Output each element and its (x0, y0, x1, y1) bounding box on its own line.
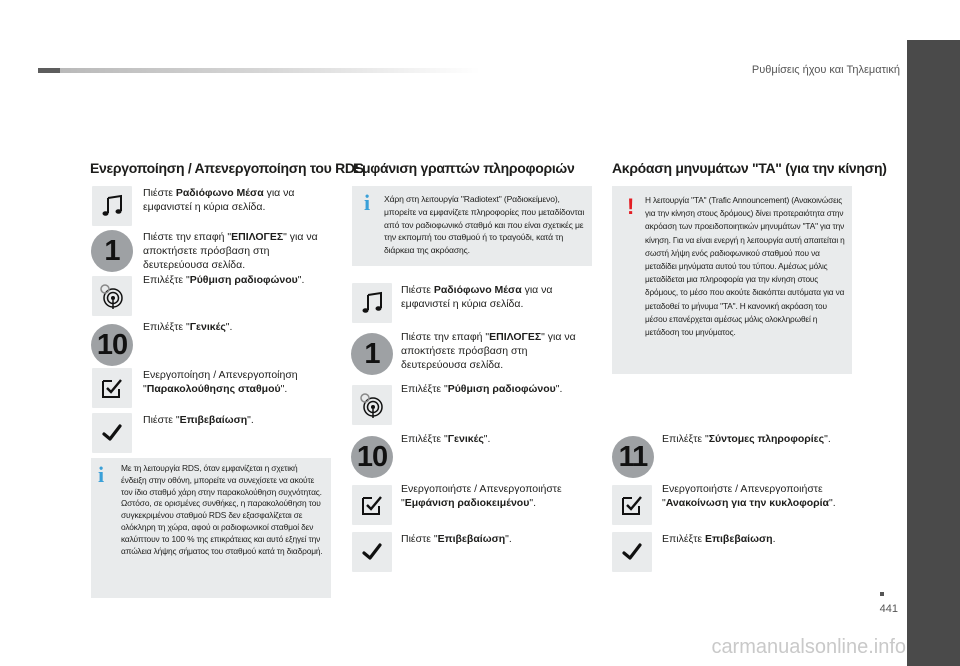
tile-toggle (612, 485, 652, 525)
rds-info-box (91, 458, 331, 598)
tile-toggle (352, 485, 392, 525)
text-section-title: Εμφάνιση γραπτών πληροφοριών (353, 160, 575, 176)
rds-step-3: Επιλέξτε "Ρύθμιση ραδιοφώνου". (143, 274, 305, 286)
rds-step-6: Πιέστε "Επιβεβαίωση". (143, 414, 254, 426)
ta-warning-text: Η λειτουργία "TA" (Trafic Announcement) (Ανακοινώσεις για την κίνηση στους δρόμους) δίνει προτεραιότητα στην ακρόαση των προειδοποιητικών μηνυμάτων "TA" για την κίνηση. Για να είναι ενεργή η λειτουργία αυτή απαιτείται η σωστή λήψη ενός ραδιοφωνικού σταθμού που να μεταδίδει μηνύματα αυτού του τύπου. Αμέσως μόλις μεταδίδεται μια πληροφορία για την κίνηση στους δρόμους, το μέσο που ακούτε διακόπτει αυτόματα για να μεταδοθεί το μήνυμα "TA". Η κανονική ακρόαση του μέσου επανέρχεται αμέσως μόλις ολοκληρωθεί η μετάδοση του μηνύματος. (645, 195, 845, 338)
tile-radio-settings (352, 385, 392, 425)
page-header-title: Ρυθμίσεις ήχου και Τηλεματική (751, 64, 900, 76)
tile-radio-media (352, 283, 392, 323)
header-gradient-bar (60, 68, 480, 73)
music-note-icon (359, 290, 385, 316)
rds-step-4: Επιλέξτε "Γενικές". (143, 321, 233, 333)
radio-settings-icon (357, 390, 387, 420)
text-circle-1: 1 (351, 333, 393, 375)
text-step-3: Επιλέξτε "Ρύθμιση ραδιοφώνου". (401, 383, 563, 395)
text-circle-10: 10 (351, 436, 393, 478)
header-accent-bar (38, 68, 60, 73)
ta-section-title: Ακρόαση μηνυμάτων "TA" (για την κίνηση) (612, 160, 887, 176)
side-tab-strip (907, 40, 960, 666)
page-marker (880, 592, 884, 596)
tile-confirm (352, 532, 392, 572)
tile-confirm (92, 413, 132, 453)
warning-icon: ! (627, 194, 635, 219)
check-icon (621, 541, 643, 563)
check-icon (361, 541, 383, 563)
tile-confirm (612, 532, 652, 572)
text-info-box (352, 186, 592, 266)
rds-info-text: Με τη λειτουργία RDS, όταν εμφανίζεται η σχετική ένδειξη στην οθόνη, μπορείτε να συνεχίσετε να ακούτε τον ίδιο σταθμό χάρη στην παρακολούθηση συχνότητας. Ωστόσο, σε ορισμένες συνθήκες, η παρακολούθηση του συγκεκριμένου σταθμού RDS δεν εξασφαλίζεται σε ολόκληρη τη χώρα, αφού οι ραδιοφωνικοί σταθμοί δεν καλύπτουν το 100 % της επικράτειας και αυτό εξηγεί την απώλεια λήψης σήματος του σταθμού κατά τη διαδρομή. (121, 463, 323, 556)
tile-radio-media (92, 186, 132, 226)
ta-step-1: Επιλέξτε "Σύντομες πληροφορίες". (662, 433, 831, 445)
check-icon (101, 422, 123, 444)
rds-step-1: Πιέστε Ραδιόφωνο Μέσα για να εμφανιστεί η κύρια σελίδα. (143, 187, 295, 213)
watermark: carmanualsonline.info (711, 636, 906, 658)
info-icon: i (364, 190, 371, 215)
tile-toggle (92, 368, 132, 408)
radio-settings-icon (97, 281, 127, 311)
tile-radio-settings (92, 276, 132, 316)
music-note-icon (99, 193, 125, 219)
rds-circle-10: 10 (91, 324, 133, 366)
rds-step-5: Ενεργοποίηση / Απενεργοποίηση "Παρακολούθησης σταθμού". (143, 369, 298, 395)
checkbox-icon (360, 493, 384, 517)
ta-warning-box (612, 186, 852, 374)
text-info-text: Χάρη στη λειτουργία "Radiotext" (Ραδιοκείμενο), μπορείτε να εμφανίζετε πληροφορίες που μεταδίδονται από τον ραδιοφωνικό σταθμό και που είναι σχετικές με την εκπομπή του σταθμού ή το τραγούδι, κατά τη διάρκεια της ακρόασης. (384, 194, 585, 256)
text-step-5: Ενεργοποιήστε / Απενεργοποιήστε "Εμφάνιση ραδιοκειμένου". (401, 483, 562, 509)
rds-section-title: Ενεργοποίηση / Απενεργοποίηση του RDS (90, 160, 364, 176)
ta-step-3: Επιλέξτε Επιβεβαίωση. (662, 533, 776, 545)
ta-step-2: Ενεργοποιήστε / Απενεργοποιήστε "Ανακοίνωση για την κυκλοφορία". (662, 483, 836, 509)
rds-step-2: Πιέστε την επαφή "ΕΠΙΛΟΓΕΣ" για να αποκτήσετε πρόσβαση στη δευτερεύουσα σελίδα. (143, 231, 318, 271)
checkbox-icon (620, 493, 644, 517)
text-step-4: Επιλέξτε "Γενικές". (401, 433, 491, 445)
page-number: 441 (879, 603, 898, 615)
checkbox-icon (100, 376, 124, 400)
text-step-6: Πιέστε "Επιβεβαίωση". (401, 533, 512, 545)
ta-circle-11: 11 (612, 436, 654, 478)
info-icon: i (98, 462, 105, 487)
text-step-1: Πιέστε Ραδιόφωνο Μέσα για να εμφανιστεί η κύρια σελίδα. (401, 284, 553, 310)
text-step-2: Πιέστε την επαφή "ΕΠΙΛΟΓΕΣ" για να αποκτήσετε πρόσβαση στη δευτερεύουσα σελίδα. (401, 331, 576, 371)
rds-circle-1: 1 (91, 230, 133, 272)
